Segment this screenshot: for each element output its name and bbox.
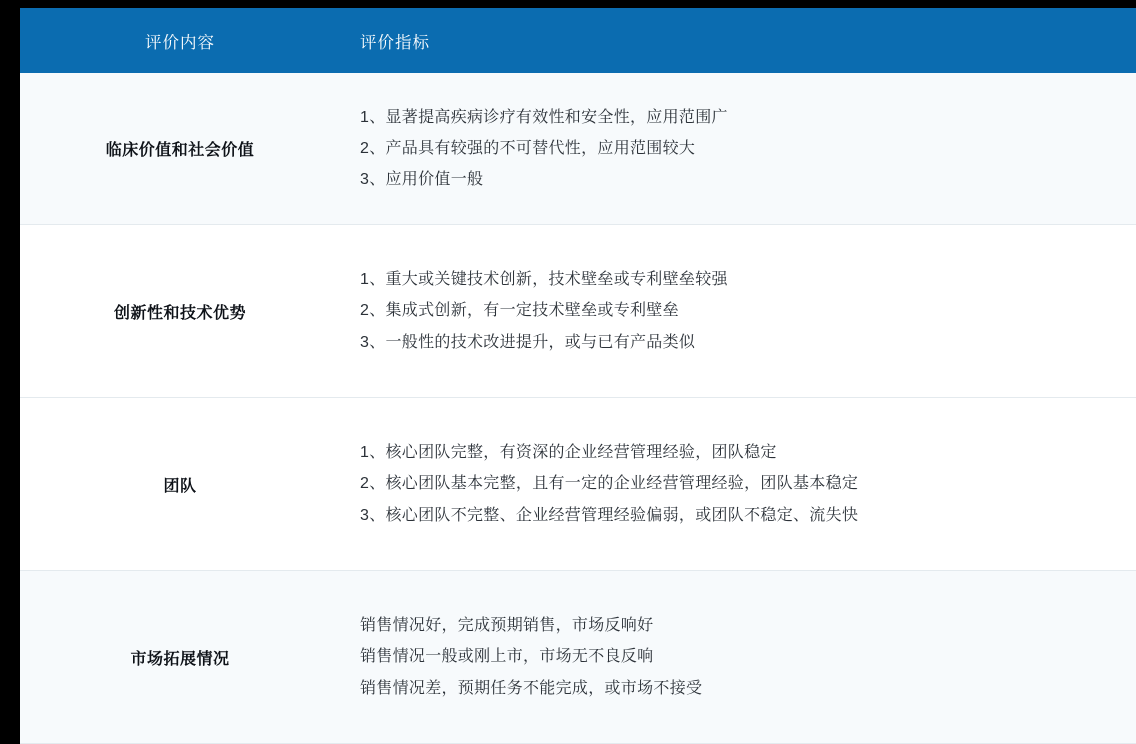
row-metric-list xyxy=(340,398,1136,571)
evaluation-table xyxy=(20,8,1136,744)
table-row xyxy=(20,225,1136,398)
table-row xyxy=(20,398,1136,571)
metric-line: 销售情况好，完成预期销售，市场反响好 xyxy=(360,617,654,635)
metric-line: 3、核心团队不完整、企业经营管理经验偏弱，或团队不稳定、流失快 xyxy=(360,506,859,524)
table-row xyxy=(20,571,1136,744)
row-content-label: 创新性和技术优势 xyxy=(20,225,340,398)
row-metric-list xyxy=(340,225,1136,398)
table-header xyxy=(20,8,1136,73)
row-metric-list xyxy=(340,571,1136,744)
metric-line: 1、显著提高疾病诊疗有效性和安全性，应用范围广 xyxy=(360,108,728,126)
table-header-row xyxy=(20,8,1136,73)
metric-line: 1、重大或关键技术创新，技术壁垒或专利壁垒较强 xyxy=(360,271,728,289)
metric-line: 2、集成式创新，有一定技术壁垒或专利壁垒 xyxy=(360,302,679,320)
metric-line: 销售情况差，预期任务不能完成，或市场不接受 xyxy=(360,679,703,697)
row-content-label: 临床价值和社会价值 xyxy=(20,73,340,225)
metric-line: 3、应用价值一般 xyxy=(360,171,484,189)
metric-line: 1、核心团队完整，有资深的企业经营管理经验，团队稳定 xyxy=(360,444,777,462)
metric-line: 2、产品具有较强的不可替代性，应用范围较大 xyxy=(360,139,696,157)
row-metric-list xyxy=(340,73,1136,225)
header-evaluation-metric: 评价指标 xyxy=(340,8,1136,73)
row-content-label: 团队 xyxy=(20,398,340,571)
header-evaluation-content: 评价内容 xyxy=(20,8,340,73)
metric-line: 销售情况一般或刚上市，市场无不良反响 xyxy=(360,648,654,666)
table-body xyxy=(20,73,1136,744)
metric-line: 2、核心团队基本完整，且有一定的企业经营管理经验，团队基本稳定 xyxy=(360,475,859,493)
row-content-label: 市场拓展情况 xyxy=(20,571,340,744)
table-row xyxy=(20,73,1136,225)
evaluation-table-container xyxy=(20,8,1116,744)
metric-line: 3、一般性的技术改进提升，或与已有产品类似 xyxy=(360,333,696,351)
